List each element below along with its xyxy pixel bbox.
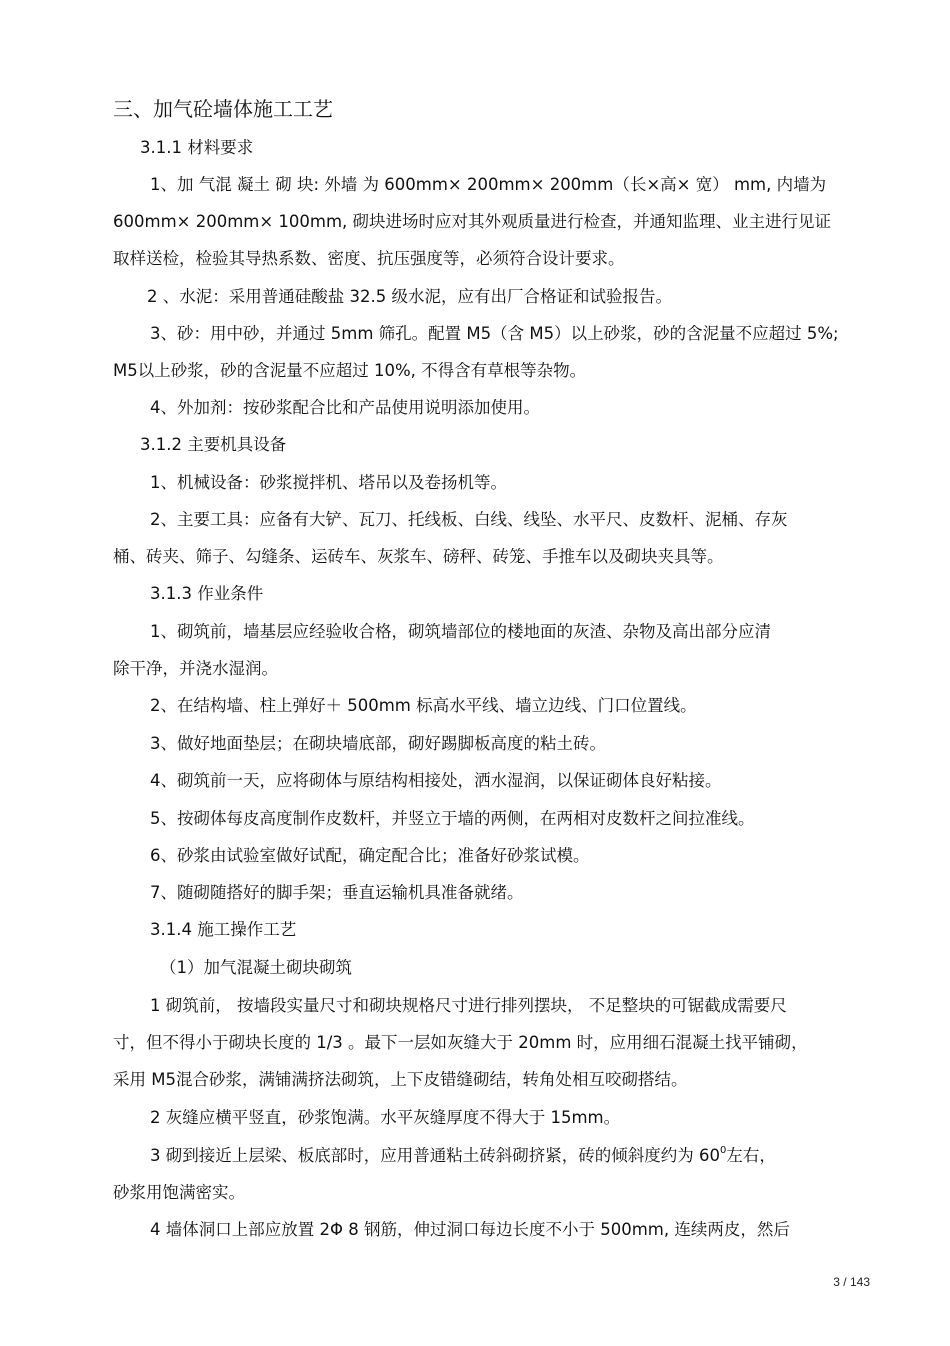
paragraph-line: 6、砂浆由试验室做好试配，确定配合比；准备好砂浆试模。 (150, 846, 590, 865)
degree-superscript: 0 (719, 1145, 727, 1156)
paragraph-line: 3、砂：用中砂，并通过 5mm 筛孔。配置 M5（含 M5）以上砂浆，砂的含泥量不应超过 5%; (150, 324, 839, 343)
paragraph-line: 2、主要工具：应备有大铲、瓦刀、托线板、白线、线坠、水平尺、皮数杆、泥桶、存灰 (150, 510, 788, 529)
subsection-heading-312: 3.1.2 主要机具设备 (140, 435, 287, 454)
paragraph-line: 4、外加剂：按砂浆配合比和产品使用说明添加使用。 (150, 398, 540, 417)
paragraph-line: 600mm× 200mm× 100mm, 砌块进场时应对其外观质量进行检查，并通知监理、业主进行见证 (113, 212, 832, 231)
paragraph-line: 1、加 气混 凝土 砌 块: 外墙 为 600mm× 200mm× 200mm（长×高× 宽） mm, 内墙为 (150, 175, 827, 194)
subsection-heading-313: 3.1.3 作业条件 (150, 584, 264, 603)
line-text: 左右， (726, 1146, 776, 1165)
subsection-heading-314: 3.1.4 施工操作工艺 (150, 920, 297, 939)
paragraph-line: 2、在结构墙、柱上弹好＋ 500mm 标高水平线、墙立边线、门口位置线。 (150, 696, 697, 715)
paragraph-line: 5、按砌体每皮高度制作皮数杆，并竖立于墙的两侧，在两相对皮数杆之间拉准线。 (150, 809, 755, 828)
paragraph-line: 4、砌筑前一天，应将砌体与原结构相接处，洒水湿润，以保证砌体良好粘接。 (150, 771, 722, 790)
paragraph-line: 寸，但不得小于砌块长度的 1/3 。最下一层如灰缝大于 20mm 时，应用细石混凝土找平铺砌， (113, 1033, 808, 1052)
paragraph-line: M5以上砂浆，砂的含泥量不应超过 10%, 不得含有草根等杂物。 (113, 361, 587, 380)
paragraph-line: （1）加气混凝土砌块砌筑 (160, 958, 352, 977)
line-text: 3 砌到接近上层梁、板底部时，应用普通粘土砖斜砌挤紧，砖的倾斜度约为 60 (150, 1146, 720, 1165)
paragraph-line: 4 墙体洞口上部应放置 2Φ 8 钢筋，伸过洞口每边长度不小于 500mm, 连续两皮，然后 (150, 1220, 790, 1239)
subsection-heading-311: 3.1.1 材料要求 (140, 138, 254, 157)
paragraph-line: 1、砌筑前，墙基层应经验收合格，砌筑墙部位的楼地面的灰渣、杂物及高出部分应清 (150, 622, 771, 641)
paragraph-line: 2 、水泥：采用普通硅酸盐 32.5 级水泥，应有出厂合格证和试验报告。 (147, 287, 672, 306)
section-title: 三、加气砼墙体施工工艺 (113, 97, 333, 121)
paragraph-line: 砂浆用饱满密实。 (113, 1183, 245, 1202)
paragraph-line: 取样送检，检验其导热系数、密度、抗压强度等，必须符合设计要求。 (113, 249, 625, 268)
paragraph-line: 采用 M5混合砂浆，满铺满挤法砌筑，上下皮错缝砌结，转角处相互咬砌搭结。 (113, 1070, 688, 1089)
paragraph-line: 7、随砌随搭好的脚手架；垂直运输机具准备就绪。 (150, 883, 524, 902)
paragraph-line: 3、做好地面垫层；在砌块墙底部，砌好踢脚板高度的粘土砖。 (150, 734, 606, 753)
paragraph-line: 1 砌筑前， 按墙段实量尺寸和砌块规格尺寸进行排列摆块， 不足整块的可锯截成需要尺 (150, 996, 787, 1015)
paragraph-line: 桶、砖夹、筛子、勾缝条、运砖车、灰浆车、磅秤、砖笼、手推车以及砌块夹具等。 (113, 547, 724, 566)
paragraph-line: 2 灰缝应横平竖直，砂浆饱满。水平灰缝厚度不得大于 15mm。 (150, 1108, 621, 1127)
page-number: 3 / 143 (833, 1275, 870, 1289)
paragraph-line: 除干净，并浇水湿润。 (113, 659, 278, 678)
paragraph-line: 1、机械设备：砂浆搅拌机、塔吊以及卷扬机等。 (150, 473, 507, 492)
paragraph-line (150, 1145, 950, 1170)
